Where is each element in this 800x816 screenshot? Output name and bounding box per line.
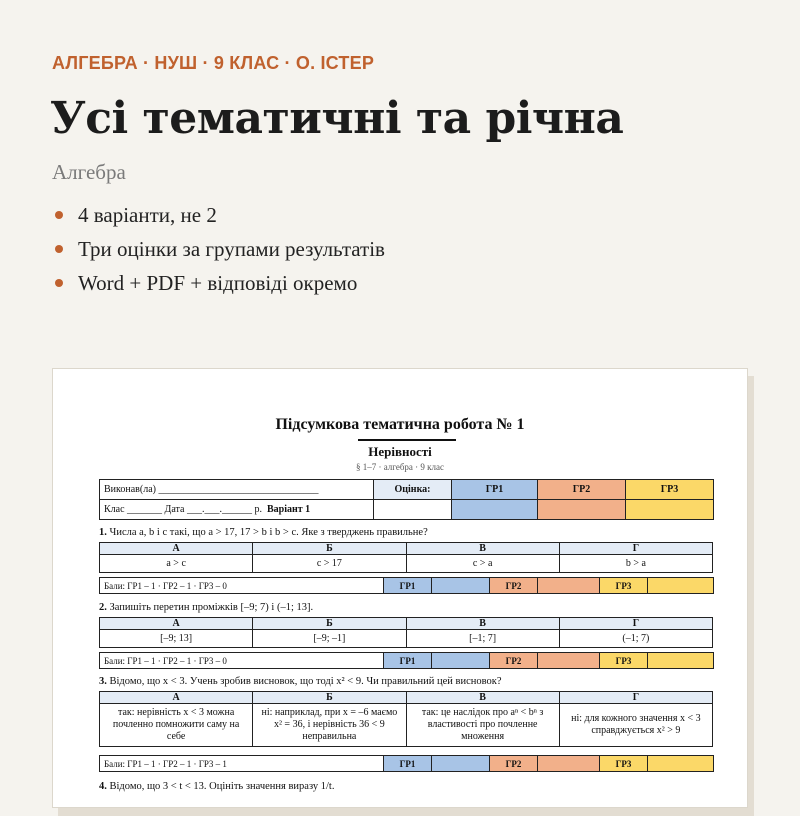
gr2-header: ГР2 bbox=[538, 480, 626, 500]
points-text: Бали: ГР1 – 1 · ГР2 – 1 · ГР3 – 0 bbox=[100, 578, 384, 594]
grade-empty bbox=[374, 500, 452, 520]
class-date-text: Клас _______ Дата ___.___.______ р. bbox=[104, 504, 262, 515]
doc-title-underline bbox=[358, 439, 456, 441]
option-cell: c > a bbox=[406, 555, 559, 573]
bullet-dot-icon bbox=[55, 211, 63, 219]
option-header: В bbox=[406, 692, 559, 704]
gr1-score-cell bbox=[432, 578, 490, 594]
bullet-dot-icon bbox=[55, 245, 63, 253]
option-cell: b > a bbox=[559, 555, 712, 573]
gr3-score-cell bbox=[648, 578, 714, 594]
option-cell: [–9; 13] bbox=[100, 630, 253, 648]
kicker: АЛГЕБРА · НУШ · 9 КЛАС · О. ІСТЕР bbox=[52, 53, 375, 73]
gr3-score-label: ГР3 bbox=[600, 756, 648, 772]
gr2-score-label: ГР2 bbox=[490, 756, 538, 772]
gr3-score-cell bbox=[648, 756, 714, 772]
option-cell: (–1; 7) bbox=[559, 630, 712, 648]
gr3-score-label: ГР3 bbox=[600, 578, 648, 594]
variant-label: Варіант 1 bbox=[266, 504, 311, 515]
option-cell: так: це наслідок про aⁿ < bⁿ з властивості про почленне множення bbox=[406, 704, 559, 747]
question-text: Запишіть перетин проміжків [–9; 7) і (–1; 13]. bbox=[109, 602, 314, 613]
gr2-score-label: ГР2 bbox=[490, 653, 538, 669]
document-preview bbox=[52, 368, 748, 808]
score-row-2 bbox=[99, 652, 714, 669]
bullet-dot-icon bbox=[55, 279, 63, 287]
gr1-score-label: ГР1 bbox=[384, 653, 432, 669]
option-cell: [–1; 7] bbox=[406, 630, 559, 648]
gr1-cell bbox=[452, 500, 538, 520]
gr2-score-label: ГР2 bbox=[490, 578, 538, 594]
options-table-1 bbox=[99, 542, 713, 573]
option-header: Б bbox=[253, 692, 406, 704]
question-number: 2. bbox=[99, 602, 107, 613]
feature-text: Три оцінки за групами результатів bbox=[78, 237, 385, 261]
option-header: А bbox=[100, 618, 253, 630]
question-2 bbox=[99, 602, 313, 613]
doc-title: Підсумкова тематична робота № 1 bbox=[275, 416, 525, 433]
gr1-header: ГР1 bbox=[452, 480, 538, 500]
feature-item bbox=[52, 200, 385, 234]
option-header: Г bbox=[559, 692, 712, 704]
option-header: В bbox=[406, 543, 559, 555]
grade-label: Оцінка: bbox=[374, 480, 452, 500]
question-3 bbox=[99, 676, 502, 687]
option-header: Б bbox=[253, 618, 406, 630]
question-4 bbox=[99, 781, 334, 792]
question-text: Відомо, що x < 3. Учень зробив висновок, що тоді x² < 9. Чи правильний цей висновок? bbox=[109, 676, 502, 687]
question-number: 1. bbox=[99, 527, 107, 538]
doc-meta: § 1–7 · алгебра · 9 клас bbox=[355, 462, 445, 472]
points-text: Бали: ГР1 – 1 · ГР2 – 1 · ГР3 – 1 bbox=[100, 756, 384, 772]
question-1 bbox=[99, 527, 428, 538]
option-header: Г bbox=[559, 543, 712, 555]
gr3-score-label: ГР3 bbox=[600, 653, 648, 669]
gr1-score-label: ГР1 bbox=[384, 578, 432, 594]
option-cell: ні: для кожного значення x < 3 справджується x² > 9 bbox=[559, 704, 712, 747]
gr1-score-cell bbox=[432, 653, 490, 669]
option-header: А bbox=[100, 543, 253, 555]
performer-field: Виконав(ла) ________________________________ bbox=[100, 480, 374, 500]
score-row-1 bbox=[99, 577, 714, 594]
gr3-header: ГР3 bbox=[626, 480, 714, 500]
question-text: Відомо, що 3 < t < 13. Оцініть значення виразу 1/t. bbox=[109, 781, 335, 792]
option-header: Г bbox=[559, 618, 712, 630]
gr2-score-cell bbox=[538, 756, 600, 772]
feature-text: Word + PDF + відповіді окремо bbox=[78, 271, 358, 295]
option-header: В bbox=[406, 618, 559, 630]
gr3-score-cell bbox=[648, 653, 714, 669]
feature-text: 4 варіанти, не 2 bbox=[78, 203, 217, 227]
gr1-score-cell bbox=[432, 756, 490, 772]
doc-subtitle: Нерівності bbox=[368, 444, 432, 459]
option-cell: так: нерівність x < 3 можна почленно помножити саму на себе bbox=[100, 704, 253, 747]
question-number: 4. bbox=[99, 781, 107, 792]
feature-item bbox=[52, 234, 385, 268]
points-text: Бали: ГР1 – 1 · ГР2 – 1 · ГР3 – 0 bbox=[100, 653, 384, 669]
options-table-3 bbox=[99, 691, 713, 747]
gr3-cell bbox=[626, 500, 714, 520]
gr2-score-cell bbox=[538, 578, 600, 594]
info-table bbox=[99, 479, 714, 520]
gr2-score-cell bbox=[538, 653, 600, 669]
gr1-score-label: ГР1 bbox=[384, 756, 432, 772]
page-title: Усі тематичні та річна bbox=[50, 93, 624, 144]
score-row-3 bbox=[99, 755, 714, 772]
class-date-field bbox=[100, 500, 374, 520]
question-text: Числа a, b і c такі, що a > 17, 17 > b і b > c. Яке з тверджень правильне? bbox=[109, 527, 428, 538]
option-cell: a > c bbox=[100, 555, 253, 573]
option-cell: [–9; –1] bbox=[253, 630, 406, 648]
page-subtitle: Алгебра bbox=[52, 160, 126, 184]
feature-list bbox=[52, 200, 385, 302]
gr2-cell bbox=[538, 500, 626, 520]
option-cell: c > 17 bbox=[253, 555, 406, 573]
feature-item bbox=[52, 268, 385, 302]
option-header: Б bbox=[253, 543, 406, 555]
options-table-2 bbox=[99, 617, 713, 648]
option-cell: ні: наприклад, при x = –6 маємо x² = 36, і нерівність 36 < 9 неправильна bbox=[253, 704, 406, 747]
question-number: 3. bbox=[99, 676, 107, 687]
option-header: А bbox=[100, 692, 253, 704]
